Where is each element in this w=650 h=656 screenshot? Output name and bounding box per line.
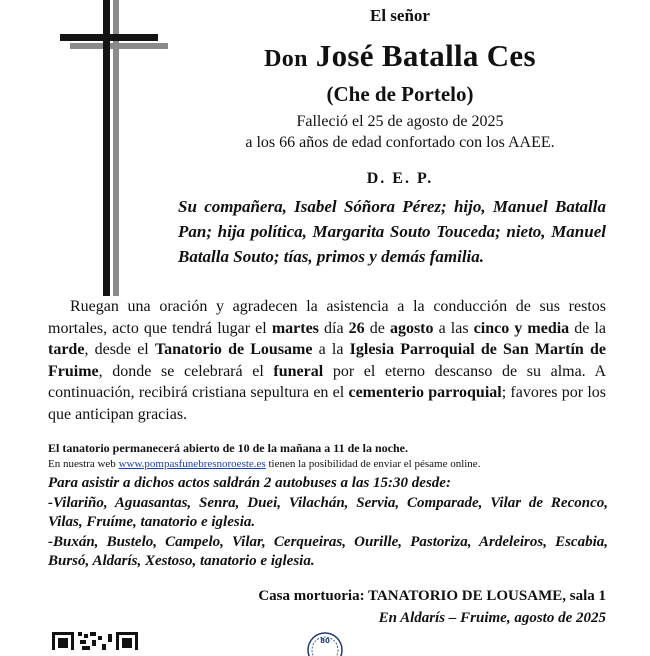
text-run: ; favores por los que anticipan gracias. (48, 384, 607, 423)
month-name: agosto (389, 319, 434, 337)
time-text: cinco y media (473, 319, 570, 337)
text-run: a la (312, 341, 350, 358)
text-run: , donde se celebrará el (98, 362, 274, 380)
web-post: tienen la posibilidad de enviar el pésame online. (265, 458, 481, 470)
day-name: martes (271, 319, 319, 337)
place-date-line: En Aldarís – Fruime, agosto de 2025 (378, 610, 606, 626)
nickname: (Che de Portelo) (326, 82, 474, 106)
text-run: día (318, 319, 349, 337)
church-name: Iglesia Parroquial de San Martín de Fruime (48, 341, 607, 380)
cross-gray-horizontal (70, 43, 168, 49)
death-age: a los 66 años de edad confortado con los AAEE. (245, 134, 555, 151)
funeral-word: funeral (273, 362, 324, 380)
day-number: 26 (348, 319, 365, 337)
family-list: Su compañera, Isabel Sóñora Pérez; hijo, Manuel Batalla Pan; hija política, Margarita Souto Touceda; nieto, Manuel Batalla Souto; tías, primos y demás familia. (178, 197, 606, 266)
bus-route-2: -Buxán, Bustelo, Campelo, Vilar, Cerqueiras, Ourille, Pastoriza, Ardeleiros, Escabia, Bursó, Aldarís, Xestoso, tanatorio e iglesia. (48, 533, 608, 569)
time-of-day: tarde (48, 341, 85, 358)
deceased-name (190, 38, 610, 74)
text-run: Ruegan una oración y agradecen la asistencia a la conducción de sus restos mortales, acto que tendrá lugar el (48, 298, 606, 337)
death-date: Falleció el 25 de agosto de 2025 (296, 113, 504, 130)
cemetery-name: cementerio parroquial (348, 384, 502, 401)
website-link[interactable]: www.pompasfunebresnoroeste.es (118, 458, 266, 470)
web-pre: En nuestra web (48, 458, 119, 470)
cross-black-horizontal (60, 34, 158, 41)
text-run: a las (433, 319, 474, 337)
cross-icon (0, 0, 180, 300)
bus-info (48, 474, 608, 572)
full-name: José Batalla Ces (315, 38, 536, 73)
text-run: de la (569, 319, 607, 337)
intro-text: El señor (370, 6, 430, 25)
cross-black-vertical (103, 0, 110, 296)
company-seal-logo (305, 630, 345, 656)
qr-code-icon[interactable] (52, 632, 144, 650)
text-run: , desde el (84, 341, 155, 358)
bus-route-1: -Vilariño, Aguasantas, Senra, Duei, Vilachán, Servia, Comparade, Vilar de Reconco, Vilas, Fruíme, tanatorio e iglesia. (48, 494, 608, 530)
seal-number: 80 (320, 637, 330, 645)
funeral-home: Tanatorio de Lousame (154, 341, 313, 358)
death-info (195, 111, 605, 153)
web-notice (48, 458, 608, 470)
dep-text: D. E. P. (366, 170, 434, 187)
text-run: por el eterno descanso de su alma. A continuación, recibirá cristiana sepultura en el (48, 362, 606, 401)
bus-intro: Para asistir a dichos actos saldrán 2 autobuses a las 15:30 desde: (48, 475, 451, 491)
honorific: Don (264, 46, 308, 72)
text-run: de (364, 319, 390, 337)
opening-hours: El tanatorio permanecerá abierto de 10 de la mañana a 11 de la noche. (48, 441, 408, 455)
ceremony-paragraph (48, 296, 606, 425)
funeral-home-line: Casa mortuoria: TANATORIO DE LOUSAME, sala 1 (258, 588, 606, 604)
